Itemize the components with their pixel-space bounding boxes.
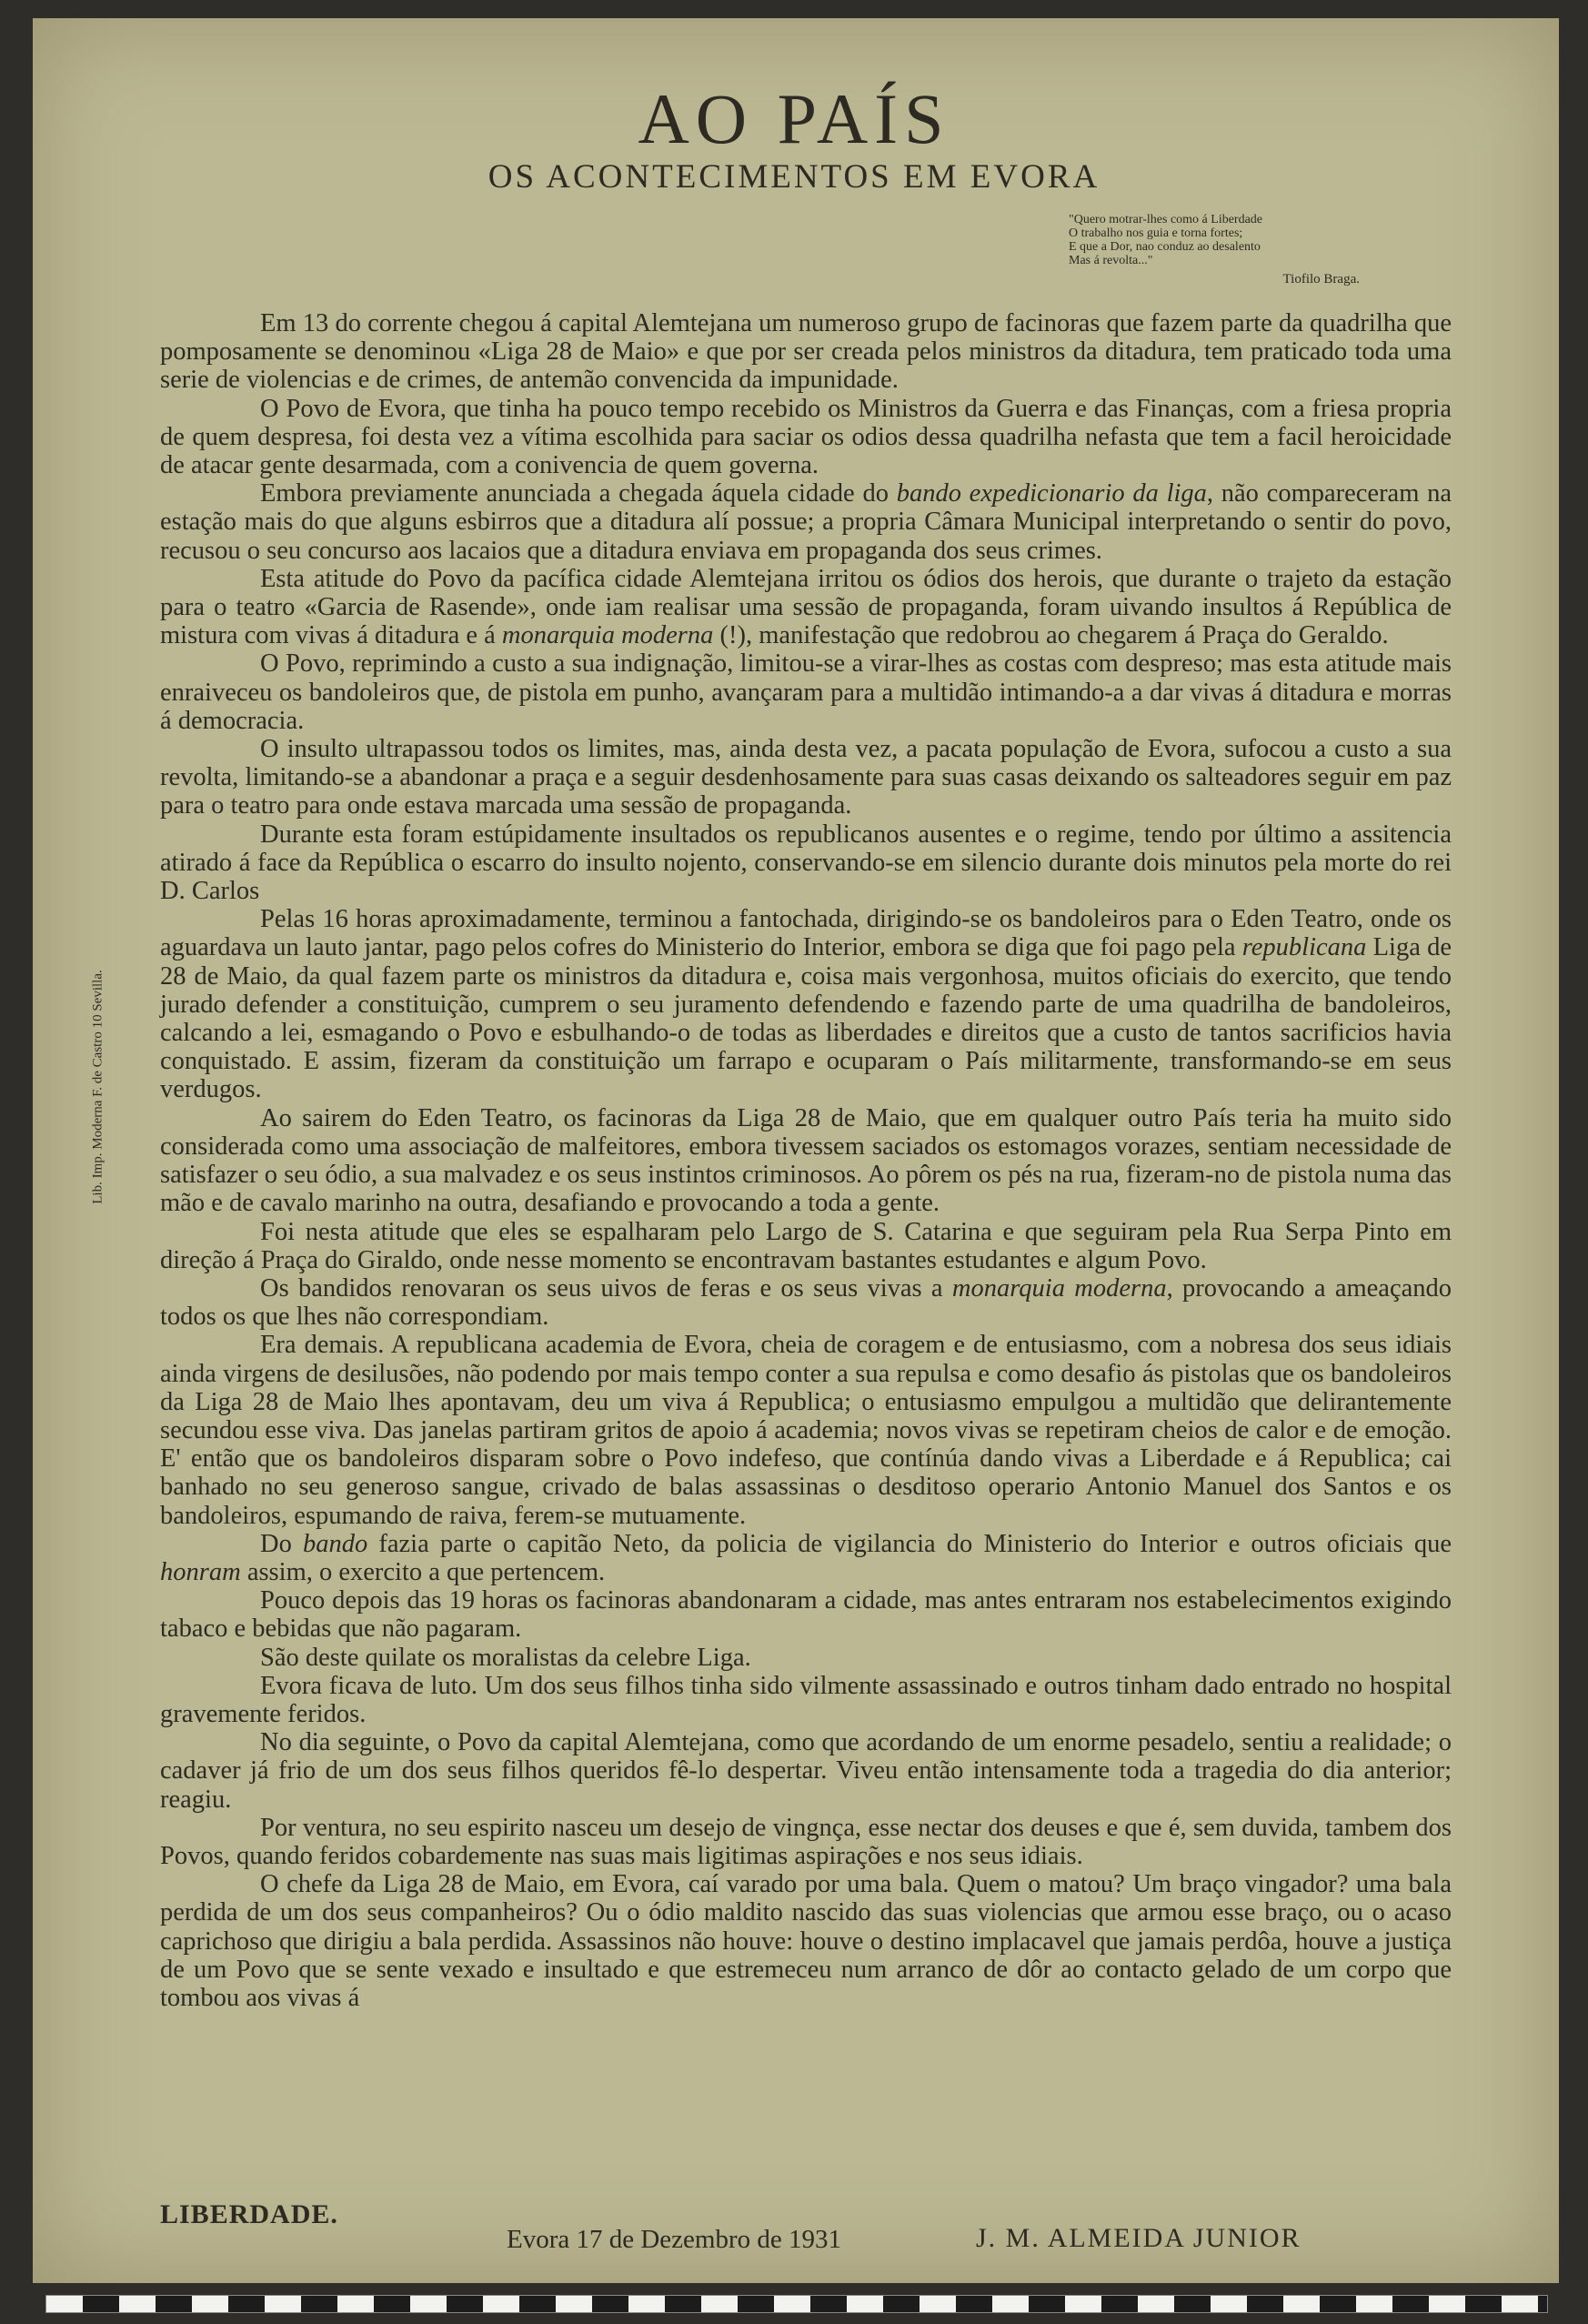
paragraph: O chefe da Liga 28 de Maio, em Evora, caí varado por uma bala. Quem o matou? Um braço vingador? uma bala perdida de um dos seus companheiros? Ou o ódio maldito nascido das suas violencias que armou esse braço, ou o acaso caprichoso que dirigiu a bala perdida. Assassinos não houve: houve o destino implacavel que jamais perdôa, houve a justiça de um Povo que se sente vexado e insultado e que estremeceu num arranco de dôr ao contacto gelado de um corpo que tombou aos vivas á xyxy=(160,1870,1452,2012)
paragraph: O insulto ultrapassou todos os limites, mas, ainda desta vez, a pacata população de Evora, sufocou a custo a sua revolta, limitando-se a abandonar a praça e a seguir desdenhosamente para suas casas deixando os salteadores seguir em paz para o teatro para onde estava marcada uma sessão de propaganda. xyxy=(160,735,1452,820)
epigraph-line: O trabalho nos guia e torna fortes; xyxy=(1069,226,1243,240)
closing-word: LIBERDADE. xyxy=(160,2199,338,2229)
body-text xyxy=(160,309,1452,2012)
paragraph: Os bandidos renovaran os seus uivos de feras e os seus vivas a monarquia moderna, provocando a ameaçando todos os que lhes não correspondiam. xyxy=(160,1273,1452,1332)
emphasis: bando xyxy=(302,1529,368,1558)
paragraph: Pouco depois das 19 horas os facinoras abandonaram a cidade, mas antes entraram nos estabelecimentos exigindo tabaco e bebidas que não pagaram. xyxy=(160,1586,1452,1644)
paragraph: Durante esta foram estúpidamente insultados os republicanos ausentes e o regime, tendo por último a assitencia atirado á face da República o escarro do insulto nojento, conservando-se em silencio durante dois minutos pela morte do rei D. Carlos xyxy=(160,820,1452,906)
paragraph: Foi nesta atitude que eles se espalharam pelo Largo de S. Catarina e que seguiram pela Rua Serpa Pinto em direção á Praça do Giraldo, onde nesse momento se encontravam bastantes estudantes e algum Povo. xyxy=(160,1217,1452,1274)
paragraph: O Povo de Evora, que tinha ha pouco tempo recebido os Ministros da Guerra e das Finanças, com a friesa propria de quem despresa, foi desta vez a vítima escolhida para saciar os odios dessa quadrilha nefasta que tem a facil heroicidade de atacar gente desarmada, com a conivencia de quem governa. xyxy=(160,394,1452,480)
paragraph: Evora ficava de luto. Um dos seus filhos tinha sido vilmente assassinado e outros tinham dado entrado no hospital gravemente feridos. xyxy=(160,1671,1452,1728)
signature: J. M. ALMEIDA JUNIOR xyxy=(976,2223,1302,2253)
emphasis: monarquia moderna xyxy=(951,1273,1167,1303)
epigraph-line: "Quero motrar-lhes como á Liberdade xyxy=(1069,213,1263,226)
paragraph: No dia seguinte, o Povo da capital Alemtejana, como que acordando de um enorme pesadelo, sentiu a realidade; o cadaver já frio de um dos seus filhos queridos fê-lo despertar. Viveu então intensamente toda a tragedia do dia anterior; reagiu. xyxy=(160,1728,1452,1814)
emphasis: bando expedicionario da liga xyxy=(896,479,1207,508)
emphasis: honram xyxy=(160,1557,241,1586)
scale-ruler xyxy=(45,2295,1548,2313)
paragraph: Ao sairem do Eden Teatro, os facinoras da Liga 28 de Maio, que em qualquer outro País teria ha muito sido considerada como uma associação de malfeitores, embora tivessem saciados os estomagos vorazes, sentiam necessidade de satisfazer o seu ódio, a sua malvadez e os seus instintos criminosos. Ao pôrem os pés na rua, fizeram-no de pistola numa das mão e de cavalo marinho na outra, desafiando e provocando a toda a gente. xyxy=(160,1103,1452,1218)
paragraph: Embora previamente anunciada a chegada áquela cidade do bando expedicionario da liga, não compareceram na estação mais do que alguns esbirros que a ditadura alí possue; a propria Câmara Municipal interpretando o sentir do povo, recusou o seu concurso aos lacaios que a ditadura enviava em propaganda dos seus crimes. xyxy=(160,479,1452,565)
paragraph: Pelas 16 horas aproximadamente, terminou a fantochada, dirigindo-se os bandoleiros para o Eden Teatro, onde os aguardava un lauto jantar, pago pelos cofres do Ministerio do Interior, embora se diga que foi pago pela republicana Liga de 28 de Maio, da qual fazem parte os ministros da ditadura e, coisa mais vergonhosa, muitos oficiais do exercito, que tendo jurado defender a constituição, cumprem o seu juramento defendendo e fazendo parte de uma quadrilha de bandoleiros, calcando a lei, esmagando o Povo e esbulhando-o de todas as liberdades e direitos que a custo de tantos sacrificios havia conquistado. E assim, fizeram da constituição um farrapo e ocuparam o País militarmente, transformando-se em seus verdugos. xyxy=(160,905,1452,1104)
epigraph-line: E que a Dor, nao conduz ao desalento xyxy=(1069,240,1261,254)
paragraph: Esta atitude do Povo da pacífica cidade Alemtejana irritou os ódios dos herois, que durante o trajeto da estação para o teatro «Garcia de Rasende», onde iam realisar uma sessão de propaganda, foram uivando insultos á República de mistura com vivas á ditadura e á monarquia moderna (!), manifestação que redobrou ao chegarem á Praça do Geraldo. xyxy=(160,564,1452,650)
date-line: Evora 17 de Dezembro de 1931 xyxy=(507,2225,842,2254)
epigraph-line: Mas á revolta..." xyxy=(1069,254,1153,267)
page-title: AO PAÍS xyxy=(638,79,950,158)
epigraph-author: Tiofilo Braga. xyxy=(1282,272,1360,287)
printer-credit: Lib. Imp. Moderna F. de Castro 10 Sevilla. xyxy=(90,970,106,1204)
emphasis: republicana xyxy=(1241,933,1367,962)
epigraph xyxy=(1069,213,1414,287)
paragraph: O Povo, reprimindo a custo a sua indignação, limitou-se a virar-lhes as costas com despreso; mas esta atitude mais enraiveceu os bandoleiros que, de pistola em punho, avançaram para a multidão intimando-a a dar vivas á ditadura e morras á democracia. xyxy=(160,649,1452,735)
paragraph: Por ventura, no seu espirito nasceu um desejo de vingnça, esse nectar dos deuses e que é, sem duvida, tambem dos Povos, quando feridos cobardemente nas suas mais ligitimas aspirações e nos seus idiais. xyxy=(160,1813,1452,1870)
page-subtitle: OS ACONTECIMENTOS EM EVORA xyxy=(487,158,1101,196)
paragraph: Do bando fazia parte o capitão Neto, da policia de vigilancia do Ministerio do Interior e outros oficiais que honram assim, o exercito a que pertencem. xyxy=(160,1529,1452,1586)
emphasis: monarquia moderna xyxy=(501,621,714,650)
paragraph: São deste quilate os moralistas da celebre Liga. xyxy=(260,1643,751,1672)
paragraph: Em 13 do corrente chegou á capital Alemtejana um numeroso grupo de facinoras que fazem parte da quadrilha que pomposamente se denominou «Liga 28 de Maio» e que por ser creada pelos ministros da ditadura, tem praticado toda uma serie de violencias e de crimes, de antemão convencida da impunidade. xyxy=(160,309,1452,395)
paragraph: Era demais. A republicana academia de Evora, cheia de coragem e de entusiasmo, com a nobresa dos seus idiais ainda virgens de desilusões, não podendo por mais tempo conter a sua repulsa e como desafio ás pistolas que os bandoleiros da Liga 28 de Maio lhes apontavam, deu um viva á Republica; o entusiasmo empulgou a multidão que delirantemente secundou esse viva. Das janelas partiram gritos de apoio á academia; novos vivas se repetiram cheios de calor e de emoção. E' então que os bandoleiros disparam sobre o Povo indefeso, que contínúa dando vivas a Liberdade e á Republica; cai banhado no seu generoso sangue, crivado de balas assassinas o desditoso operario Antonio Manuel dos Santos e os bandoleiros, espumando de raiva, ferem-se mutuamente. xyxy=(160,1331,1452,1530)
